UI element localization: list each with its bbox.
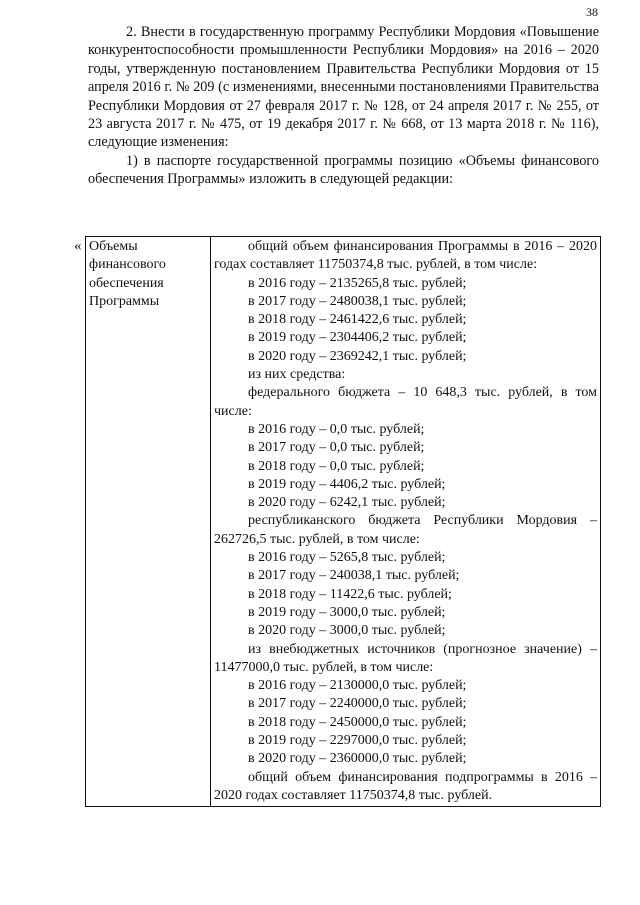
republic-budget-intro: республиканского бюджета Республики Мордовия – 262726,5 тыс. рублей, в том числе: [214, 513, 597, 547]
total-year-2019: в 2019 году – 2304406,2 тыс. рублей; [248, 330, 467, 346]
federal-year-2017: в 2017 году – 0,0 тыс. рублей; [248, 440, 425, 456]
passport-table [85, 236, 601, 807]
federal-year-2020: в 2020 году – 6242,1 тыс. рублей; [248, 495, 446, 511]
label-line: обеспечения [89, 275, 164, 291]
total-year-2018: в 2018 году – 2461422,6 тыс. рублей; [248, 312, 467, 328]
offbudget-year-2016: в 2016 году – 2130000,0 тыс. рублей; [248, 678, 467, 694]
offbudget-year-2019: в 2019 году – 2297000,0 тыс. рублей; [248, 733, 467, 749]
offbudget-intro: из внебюджетных источников (прогнозное значение) – 11477000,0 тыс. рублей, в том числе: [214, 641, 597, 675]
federal-year-2018: в 2018 году – 0,0 тыс. рублей; [248, 458, 425, 474]
total-funding-intro: общий объем финансирования Программы в 2016 – 2020 годах составляет 11750374,8 тыс. рублей, в том числе: [214, 239, 597, 273]
republic-year-2016: в 2016 году – 5265,8 тыс. рублей; [248, 550, 446, 566]
total-year-2016: в 2016 году – 2135265,8 тыс. рублей; [248, 275, 467, 291]
federal-year-2016: в 2016 году – 0,0 тыс. рублей; [248, 421, 425, 437]
funds-header: из них средства: [248, 367, 346, 383]
federal-budget-intro: федерального бюджета – 10 648,3 тыс. рублей, в том числе: [214, 385, 597, 419]
offbudget-year-2017: в 2017 году – 2240000,0 тыс. рублей; [248, 696, 467, 712]
label-line: финансового [89, 257, 166, 273]
intro-paragraph-passport: 1) в паспорте государственной программы позицию «Объемы финансового обеспечения Программы» изложить в следующей редакции: [88, 152, 599, 188]
republic-year-2020: в 2020 году – 3000,0 тыс. рублей; [248, 623, 446, 639]
offbudget-year-2020: в 2020 году – 2360000,0 тыс. рублей; [248, 751, 467, 767]
republic-year-2018: в 2018 году – 11422,6 тыс. рублей; [248, 586, 452, 602]
intro-paragraph-amendment: 2. Внести в государственную программу Республики Мордовия «Повышение конкурентоспособности промышленности Республики Мордовия» на 2016 – 2020 годы, утвержденную постановлением Правительства Республики Мордовия от 15 апреля 2016 г. № 209 (с изменениями, внесенными постановлениями Правительства Республики Мордовия от 27 февраля 2017 г. № 128, от 24 апреля 2017 г. № 255, от 23 августа 2017 г. № 475, от 19 декабря 2017 г. № 668, от 13 марта 2018 г. № 116), следующие изменения: [88, 24, 599, 151]
passport-label-cell [86, 237, 211, 807]
label-line: Объемы [89, 239, 138, 254]
page-number: 38 [586, 5, 598, 19]
republic-year-2019: в 2019 году – 3000,0 тыс. рублей; [248, 604, 446, 620]
subprogram-total: общий объем финансирования подпрограммы в 2016 – 2020 годах составляет 11750374,8 тыс. рублей. [214, 769, 597, 803]
offbudget-year-2018: в 2018 году – 2450000,0 тыс. рублей; [248, 714, 467, 730]
republic-year-2017: в 2017 году – 240038,1 тыс. рублей; [248, 568, 460, 584]
opening-quote-mark: « [74, 238, 82, 254]
passport-content-cell [211, 237, 601, 807]
passport-table-row [86, 237, 601, 807]
total-year-2017: в 2017 году – 2480038,1 тыс. рублей; [248, 293, 467, 309]
intro-text [88, 23, 599, 189]
total-year-2020: в 2020 году – 2369242,1 тыс. рублей; [248, 348, 467, 364]
label-line: Программы [89, 293, 160, 309]
federal-year-2019: в 2019 году – 4406,2 тыс. рублей; [248, 476, 446, 492]
